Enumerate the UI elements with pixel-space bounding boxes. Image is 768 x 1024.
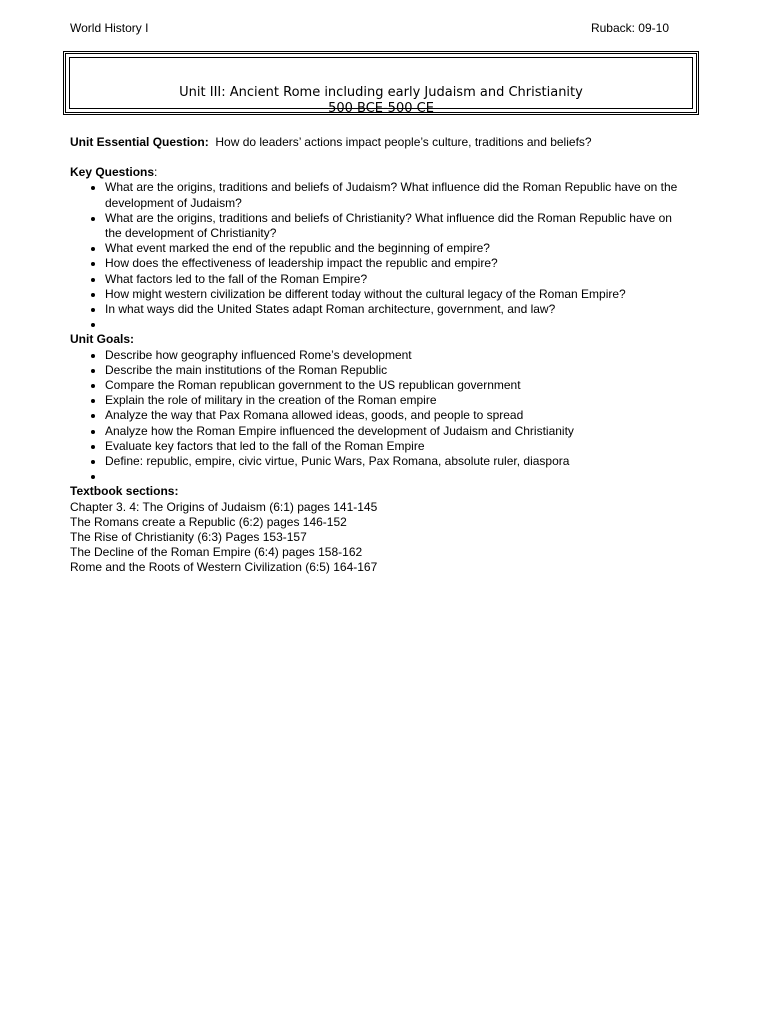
key-question-item: • What factors led to the fall of the Roman Empire? — [105, 272, 690, 287]
key-question-item: • How does the effectiveness of leadership impact the republic and empire? — [105, 256, 690, 271]
essential-question — [70, 135, 690, 150]
textbook-section-line: The Decline of the Roman Empire (6:4) pages 158-162 — [70, 545, 363, 560]
unit-title-line2: 500 BCE-500 CE — [328, 101, 434, 116]
key-question-item: • What are the origins, traditions and beliefs of Judaism? What influence did the Roman Republic have on the development of Judaism? — [105, 180, 690, 210]
unit-goal-item: • Analyze how the Roman Empire influenced the development of Judaism and Christianity — [105, 424, 690, 439]
unit-goal-item: • Define: republic, empire, civic virtue, Punic Wars, Pax Romana, absolute ruler, diaspora — [105, 454, 690, 469]
unit-goal-item: • Compare the Roman republican government to the US republican government — [105, 378, 690, 393]
key-question-item: • How might western civilization be different today without the cultural legacy of the Roman Empire? — [105, 287, 690, 302]
header-course: World History I — [70, 21, 149, 35]
textbook-sections-list — [70, 500, 690, 576]
title-box — [63, 51, 699, 115]
unit-goals-label: Unit Goals: — [70, 332, 135, 347]
textbook-section-line: Chapter 3. 4: The Origins of Judaism (6:1) pages 141-145 — [70, 499, 378, 514]
textbook-heading — [70, 484, 690, 499]
unit-goal-item: • Evaluate key factors that led to the fall of the Roman Empire — [105, 439, 690, 454]
essential-question-text: How do leaders’ actions impact people’s culture, traditions and beliefs? — [215, 135, 592, 149]
key-question-item — [105, 317, 690, 332]
key-question-item: • What are the origins, traditions and beliefs of Christianity? What influence did the Roman Republic have on the development of Christianity? — [105, 211, 690, 241]
unit-title — [66, 85, 696, 117]
key-question-item: • In what ways did the United States adapt Roman architecture, government, and law? — [105, 302, 690, 317]
textbook-section-line: Rome and the Roots of Western Civilization (6:5) 164-167 — [70, 560, 378, 575]
key-questions-label: Key Questions — [70, 165, 155, 180]
unit-goal-item: • Analyze the way that Pax Romana allowed ideas, goods, and people to spread — [105, 408, 690, 423]
essential-question-label: Unit Essential Question: — [70, 135, 209, 149]
unit-goal-item: • Explain the role of military in the creation of the Roman empire — [105, 393, 690, 408]
unit-goals-list — [70, 348, 690, 485]
header-teacher: Ruback: 09-10 — [590, 21, 669, 35]
unit-title-line1: Unit III: Ancient Rome including early Judaism and Christianity — [179, 85, 583, 100]
textbook-section-line: The Rise of Christianity (6:3) Pages 153-157 — [70, 530, 307, 545]
document-content — [70, 135, 690, 576]
textbook-label: Textbook sections: — [70, 484, 179, 499]
unit-goal-item: • Describe how geography influenced Rome’s development — [105, 348, 690, 363]
key-questions-list — [70, 180, 690, 332]
unit-goals-heading — [70, 332, 690, 347]
unit-goal-item: • Describe the main institutions of the Roman Republic — [105, 363, 690, 378]
key-questions-heading: Key Questions: — [70, 165, 158, 180]
unit-goal-item — [105, 469, 690, 484]
key-question-item: • What event marked the end of the republic and the beginning of empire? — [105, 241, 690, 256]
textbook-section-line: The Romans create a Republic (6:2) pages 146-152 — [70, 514, 347, 529]
